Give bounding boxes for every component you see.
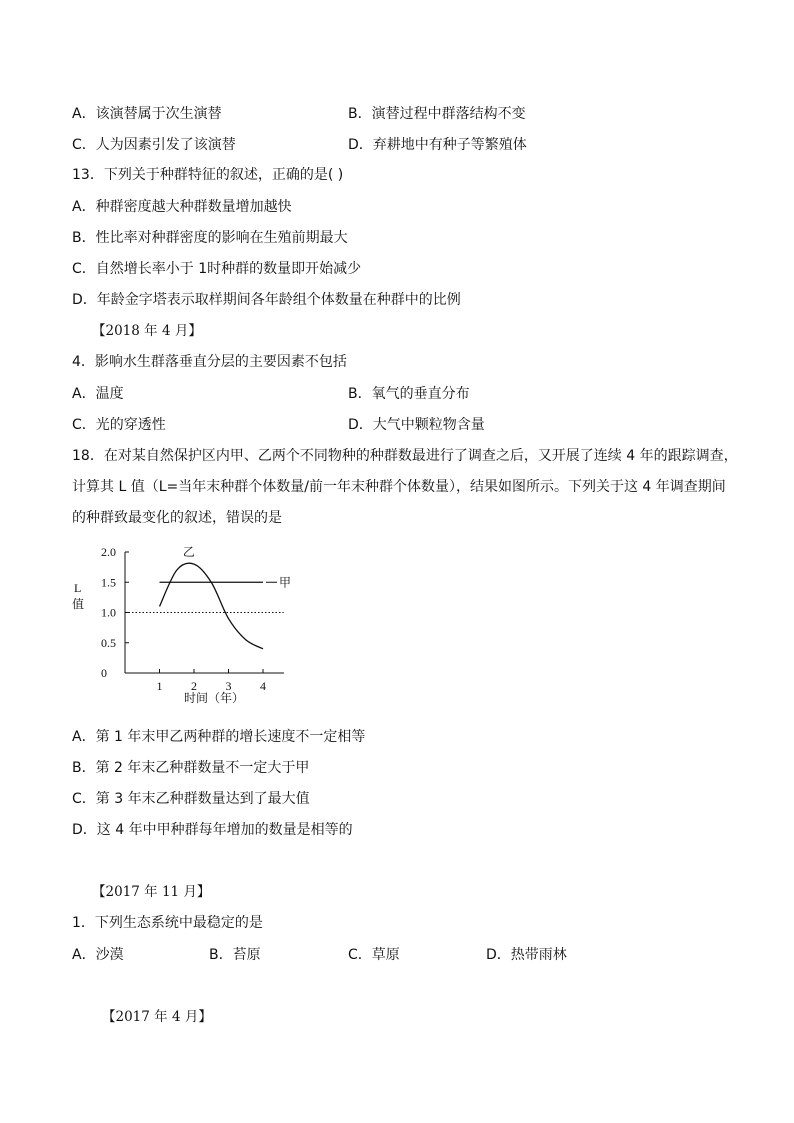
option-b: B．第 2 年末乙种群数量不一定大于甲	[72, 760, 310, 776]
x-tick-label: 3	[225, 679, 232, 693]
question-18-stem-line-2: 计算其 L 值（L=当年末种群个体数量/前一年末种群个体数量），结果如图所示。下列关于这 4 年调查期间	[72, 479, 726, 495]
option-b: B．演替过程中群落结构不变	[348, 106, 526, 122]
option-d: D．大气中颗粒物含量	[348, 417, 485, 433]
y-tick-label: 0	[101, 666, 107, 680]
section-heading-2017-4: 【2017 年 4 月】	[102, 1009, 212, 1025]
option-c: C．第 3 年末乙种群数量达到了最大值	[72, 791, 310, 807]
option-c: C．人为因素引发了该演替	[72, 137, 236, 153]
option-b: B．氧气的垂直分布	[348, 386, 470, 402]
section-heading-2017-11: 【2017 年 11 月】	[92, 884, 211, 900]
question-18-stem-line-3: 的种群致最变化的叙述，错误的是	[72, 510, 282, 526]
series-label-yi: 乙	[182, 545, 195, 559]
y-tick-label: 2.0	[101, 545, 116, 559]
series-line-yi	[160, 563, 264, 649]
option-a: A．该演替属于次生演替	[72, 106, 222, 122]
option-d: D．弃耕地中有种子等繁殖体	[348, 137, 527, 153]
option-c: C．草原	[348, 947, 400, 963]
option-d: D．这 4 年中甲种群每年增加的数量是相等的	[72, 822, 353, 838]
x-tick-label: 2	[191, 679, 197, 693]
question-13-stem: 13．下列关于种群特征的叙述，正确的是( )	[72, 167, 344, 183]
x-tick-label: 4	[260, 679, 266, 693]
l-value-line-chart	[72, 540, 302, 710]
y-tick-label: 1.5	[101, 575, 116, 590]
section-heading-2018-4: 【2018 年 4 月】	[92, 323, 202, 339]
question-4-stem: 4．影响水生群落垂直分层的主要因素不包括	[72, 354, 347, 370]
x-tick-label: 1	[156, 679, 163, 693]
y-tick-label: 0.5	[101, 635, 116, 650]
option-b: B．苔原	[209, 947, 261, 963]
option-c: C．自然增长率小于 1时种群的数量即开始减少	[72, 261, 362, 277]
y-axis-label-l: L	[74, 581, 82, 595]
option-a: A．第 1 年末甲乙两种群的增长速度不一定相等	[72, 729, 366, 745]
option-a: A．沙漠	[72, 947, 124, 963]
option-d: D．热带雨林	[486, 947, 567, 963]
series-label-jia: 甲	[279, 575, 292, 590]
y-tick-label: 1.0	[101, 605, 116, 620]
option-a: A．温度	[72, 386, 124, 402]
option-d: D．年龄金字塔表示取样期间各年龄组个体数量在种群中的比例	[72, 292, 461, 308]
question-18-stem-line-1: 18．在对某自然保护区内甲、乙两个不同物种的种群数最进行了调查之后，又开展了连续 4 年的跟踪调查，	[72, 448, 738, 464]
option-b: B．性比率对种群密度的影响在生殖前期最大	[72, 230, 348, 246]
option-a: A．种群密度越大种群数量增加越快	[72, 199, 292, 215]
option-c: C．光的穿透性	[72, 417, 166, 433]
x-axis-label: 时间（年）	[184, 691, 245, 705]
question-1-stem: 1．下列生态系统中最稳定的是	[72, 915, 263, 931]
y-axis-label-zhi: 值	[72, 597, 85, 611]
